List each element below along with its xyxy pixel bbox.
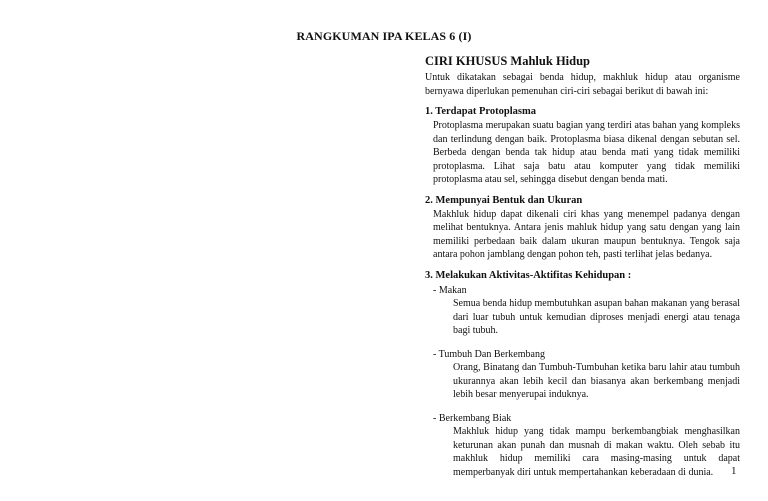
- section-bentuk-ukuran: [425, 194, 740, 262]
- subsection-label: - Makan: [433, 284, 467, 296]
- subsection-makan: [425, 284, 740, 338]
- subsection-tumbuh: [425, 348, 740, 402]
- subsection-berkembang-biak: [425, 412, 740, 480]
- subsection-body: Makhluk hidup yang tidak mampu berkembangbiak menghasilkan keturunan akan punah dan musnah di makan waktu. Oleh sebab itu makhluk hidup memiliki cara masing-masing untuk dapat memperbanyak diri untuk mempertahankan keberadaan di dunia.: [453, 426, 740, 478]
- section-heading: CIRI KHUSUS Mahluk Hidup: [425, 54, 590, 68]
- page-number: 1: [731, 465, 737, 477]
- section-aktivitas: [425, 269, 740, 480]
- section-protoplasma: [425, 105, 740, 187]
- section-body: Makhluk hidup dapat dikenali ciri khas yang menempel padanya dengan melihat bentuknya. Antara jenis mahluk hidup yang satu dengan yang lain memiliki perbedaan baik dalam ukuran maupun bentuknya. Tengok saja antara pohon jamblang dengan pohon teh, pasti terlihat jelas bedanya.: [433, 208, 740, 260]
- section-title: 1. Terdapat Protoplasma: [425, 106, 536, 117]
- intro-paragraph: Untuk dikatakan sebagai benda hidup, makhluk hidup atau organisme bernyawa diperlukan pemenuhan ciri-ciri sebagai berikut di bawah ini:: [425, 72, 740, 97]
- subsection-body: Semua benda hidup membutuhkan asupan bahan makanan yang berasal dari luar tubuh untuk kemudian diproses menjadi energi atau tenaga bagi tubuh.: [453, 298, 740, 336]
- subsection-label: - Tumbuh Dan Berkembang: [433, 348, 545, 360]
- document-title: RANGKUMAN IPA KELAS 6 (I): [296, 29, 472, 43]
- document-content: [425, 54, 740, 479]
- subsection-body: Orang, Binatang dan Tumbuh-Tumbuhan ketika baru lahir atau tumbuh ukurannya akan lebih kecil dan biasanya akan berkembang menjadi lebih besar menyerupai induknya.: [453, 362, 740, 400]
- subsection-label: - Berkembang Biak: [433, 412, 512, 424]
- section-title: 3. Melakukan Aktivitas-Aktifitas Kehidupan :: [425, 269, 632, 281]
- section-title: 2. Mempunyai Bentuk dan Ukuran: [425, 194, 583, 206]
- section-body: Protoplasma merupakan suatu bagian yang terdiri atas bahan yang kompleks dan terlindung dengan baik. Protoplasma biasa dikenal dengan sebutan sel. Berbeda dengan benda tak hidup atau benda mati yang tidak memiliki protoplasma. Lihat saja batu atau komputer yang tidak memiliki protoplasma atau sel, sehingga disebut dengan benda mati.: [433, 120, 740, 185]
